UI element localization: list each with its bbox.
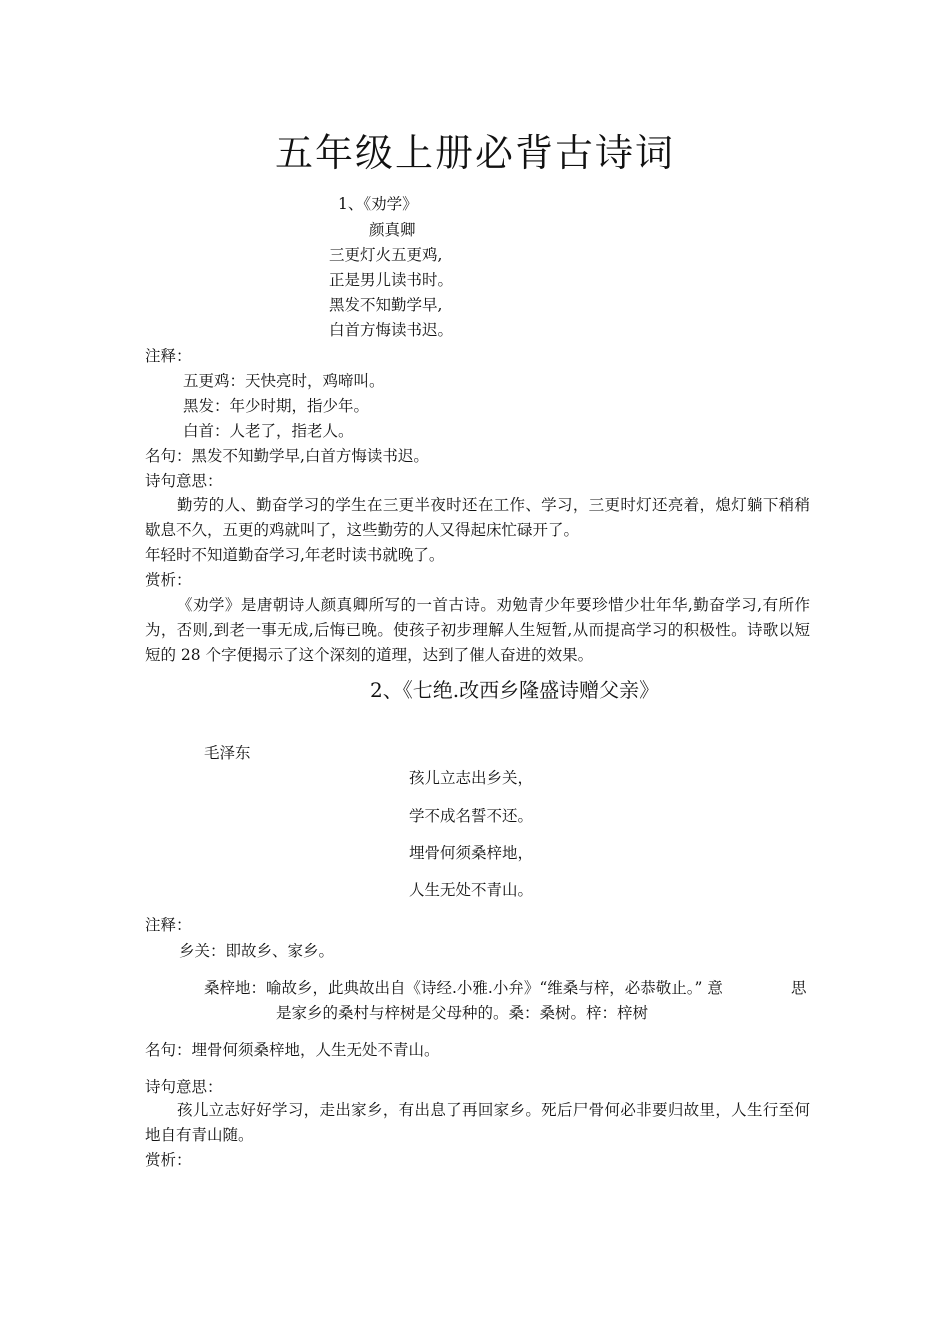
poem2-note: 乡关：即故乡、家乡。 (179, 942, 335, 960)
poem2-famous-line: 名句：埋骨何须桑梓地，人生无处不青山。 (145, 1041, 440, 1059)
poem1-line: 白首方悔读书迟。 (329, 321, 454, 339)
poem1-note: 白首：人老了，指老人。 (183, 422, 354, 440)
poem2-appreciation-label: 赏析： (145, 1151, 192, 1169)
poem1-meaning-paragraph-2: 年轻时不知道勤奋学习,年老时读书就晚了。 (145, 546, 445, 564)
poem1-line: 三更灯火五更鸡, (329, 246, 443, 264)
poem1-author: 颜真卿 (369, 221, 416, 239)
poem1-meaning-paragraph: 勤劳的人、勤奋学习的学生在三更半夜时还在工作、学习，三更时灯还亮着，熄灯躺下稍稍歇息不久，五更的鸡就叫了，这些勤劳的人又得起床忙碌开了。 (145, 496, 810, 539)
poem2-heading: 2、《七绝.改西乡隆盛诗赠父亲》 (370, 678, 660, 702)
poem2-line: 孩儿立志出乡关， (409, 769, 534, 787)
poem1-note: 黑发：年少时期，指少年。 (183, 397, 370, 415)
poem1-line: 正是男儿读书时。 (329, 271, 454, 289)
poem2-author: 毛泽东 (204, 744, 251, 762)
poem1-appreciation-paragraph: 《劝学》是唐朝诗人颜真卿所写的一首古诗。劝勉青少年要珍惜少壮年华,勤奋学习,有所作为，否则,到老一事无成,后悔已晚。使孩子初步理解人生短暂,从而提高学习的积极性。诗歌以短短的 28 个字便揭示了这个深刻的道理，达到了催人奋进的效果。 (145, 596, 810, 664)
poem2-note-continuation: 是家乡的桑村与梓树是父母种的。桑：桑树。梓：梓树 (276, 1004, 649, 1022)
poem2-line: 学不成名誓不还。 (409, 807, 534, 825)
poem2-notes-label: 注释： (145, 916, 192, 934)
poem1-heading: 1、《劝学》 (338, 195, 418, 213)
poem2-note-continuation: 思 (791, 979, 807, 997)
poem2-note: 桑梓地：喻故乡，此典故出自《诗经.小雅.小弁》“维桑与梓，必恭敬止。” 意 (204, 979, 723, 997)
poem1-line: 黑发不知勤学早, (329, 296, 443, 314)
poem1-famous-line: 名句：黑发不知勤学早,白首方悔读书迟。 (145, 447, 429, 465)
poem2-meaning-label: 诗句意思： (145, 1078, 223, 1096)
page-title: 五年级上册必背古诗词 (274, 131, 675, 175)
poem1-meaning-label: 诗句意思： (145, 472, 223, 490)
poem1-notes-label: 注释： (145, 347, 192, 365)
poem1-note: 五更鸡：天快亮时，鸡啼叫。 (183, 372, 385, 390)
poem2-line: 埋骨何须桑梓地， (409, 844, 534, 862)
poem2-meaning-paragraph: 孩儿立志好好学习，走出家乡，有出息了再回家乡。死后尸骨何必非要归故里，人生行至何地自有青山随。 (145, 1101, 810, 1144)
poem2-line: 人生无处不青山。 (409, 881, 534, 899)
poem1-appreciation-label: 赏析： (145, 571, 192, 589)
